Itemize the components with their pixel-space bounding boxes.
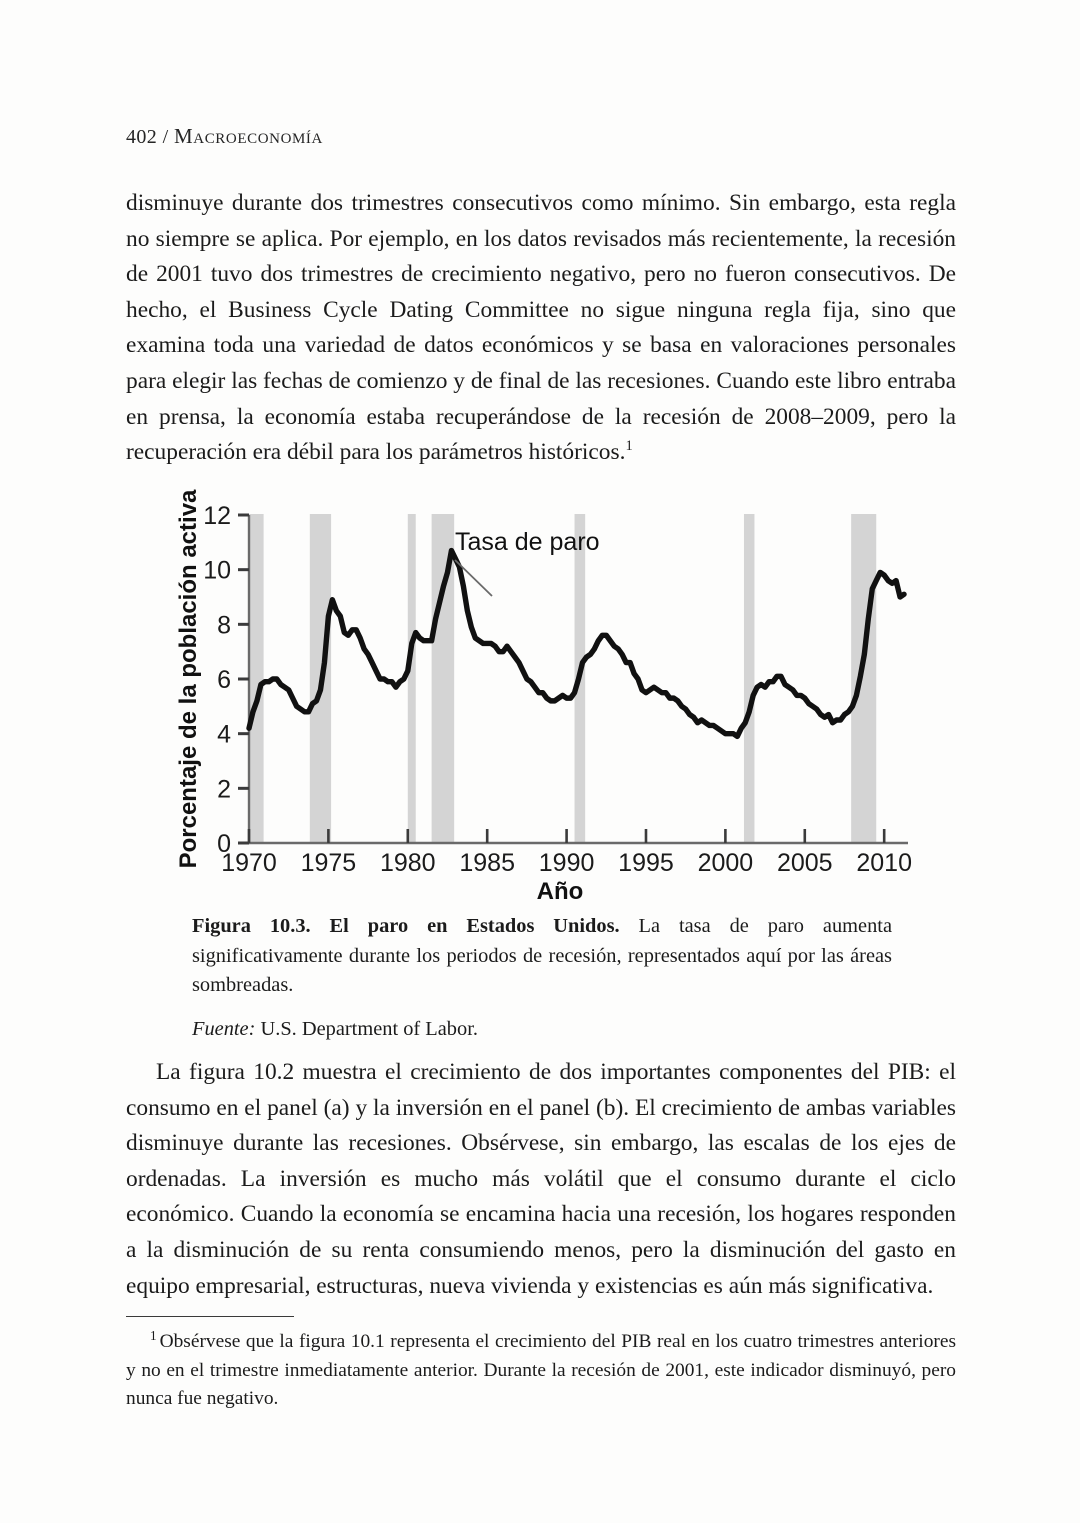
figure-caption-text: La tasa de paro aumenta significativamente durante los periodos de recesión, representados aquí por las áreas sombreadas. — [192, 915, 892, 996]
y-axis-tick-label: 6 — [217, 666, 231, 694]
x-axis-title: Año — [536, 878, 584, 905]
x-axis-tick-label: 1990 — [538, 849, 595, 877]
x-axis-tick-label: 1995 — [618, 849, 674, 877]
body-paragraph-1-text: disminuye durante dos trimestres consecutivos como mínimo. Sin embargo, esta regla no siempre se aplica. Por ejemplo, en los datos revisados más recientemente, la recesión de 2001 tuvo dos trimestres de crecimiento negativo, pero no fueron consecutivos. De hecho, el Business Cycle Dating Committee no sigue ninguna regla fija, sino que examina toda una variedad de datos económicos y se basa en valoraciones personales para elegir las fechas de comienzo y de final de las recesiones. Cuando este libro entraba en prensa, la economía estaba recuperándose de la recesión de 2008–2009, pero la recuperación era débil para los parámetros históricos. — [126, 190, 957, 466]
y-axis-tick-label: 12 — [203, 502, 231, 530]
footnote-block — [126, 1316, 956, 1414]
y-axis-ticks — [238, 515, 249, 843]
x-axis-tick-labels — [221, 849, 912, 877]
x-axis-tick-label: 2010 — [856, 849, 912, 877]
footnote-marker: 1 — [150, 1327, 157, 1343]
unemployment-chart — [0, 488, 1080, 908]
y-axis-tick-label: 10 — [203, 556, 231, 585]
page-number: 402 — [126, 126, 158, 148]
figure-caption-block — [192, 912, 892, 1044]
x-axis-tick-label: 2005 — [776, 849, 833, 877]
running-head — [126, 124, 323, 149]
recession-band — [851, 514, 876, 843]
y-axis-tick-label: 8 — [217, 611, 231, 640]
figure-source-text: U.S. Department of Labor. — [255, 1017, 478, 1040]
figure-source-label: Fuente: — [192, 1017, 256, 1040]
recession-band — [249, 514, 264, 843]
footnote-1 — [126, 1328, 956, 1414]
y-axis-tick-label: 0 — [217, 830, 231, 858]
figure-caption — [192, 912, 892, 1001]
x-axis-tick-label: 1985 — [459, 849, 516, 877]
body-paragraph-2: La figura 10.2 muestra el crecimiento de dos importantes componentes del PIB: el consumo en el panel (a) y la inversión en el panel (b). El crecimiento de ambas variables disminuye durante las recesiones. Obsérvese, sin embargo, las escalas de los ejes de ordenadas. La inversión es mucho más volátil que el consumo durante el ciclo económico. Cuando la economía se encamina hacia una recesión, los hogares responden a la disminución de su renta consumiendo menos, pero la disminución del gasto en equipo empresarial, estructuras, nueva vivienda y existencias es aún más significativa. — [126, 1059, 956, 1299]
footnote-text: Obsérvese que la figura 10.1 representa el crecimiento del PIB real en los cuatro trimestres anteriores y no en el trimestre inmediatamente anterior. Durante la recesión de 2001, este indicador disminuyó, pero nunca fue negativo. — [126, 1331, 956, 1409]
y-axis-tick-label: 2 — [217, 775, 231, 804]
y-axis-title: Porcentaje de la población activa — [175, 489, 202, 869]
x-axis-tick-label: 1980 — [379, 849, 436, 877]
y-axis-tick-labels — [203, 502, 231, 858]
x-axis-tick-label: 1970 — [221, 849, 277, 877]
recession-band — [408, 514, 416, 843]
running-head-separator: / — [162, 126, 169, 148]
series-annotation-label: Tasa de paro — [455, 528, 600, 556]
x-axis-ticks — [249, 829, 884, 843]
body-paragraph-2-container — [126, 1055, 956, 1304]
body-paragraph-1 — [126, 186, 956, 471]
figure-10-3 — [0, 488, 1080, 908]
figure-caption-label: Figura 10.3. El paro en Estados Unidos. — [192, 915, 620, 937]
footnote-reference-1: 1 — [625, 438, 633, 455]
recession-band — [744, 514, 754, 843]
body-paragraph-1-container — [126, 186, 956, 471]
footnote-rule — [126, 1316, 294, 1317]
x-axis-tick-label: 1975 — [300, 849, 357, 877]
x-axis-tick-label: 2000 — [697, 849, 754, 877]
figure-source — [192, 1015, 892, 1045]
y-axis-tick-label: 4 — [217, 720, 231, 749]
running-head-title: Macroeconomía — [173, 124, 323, 148]
